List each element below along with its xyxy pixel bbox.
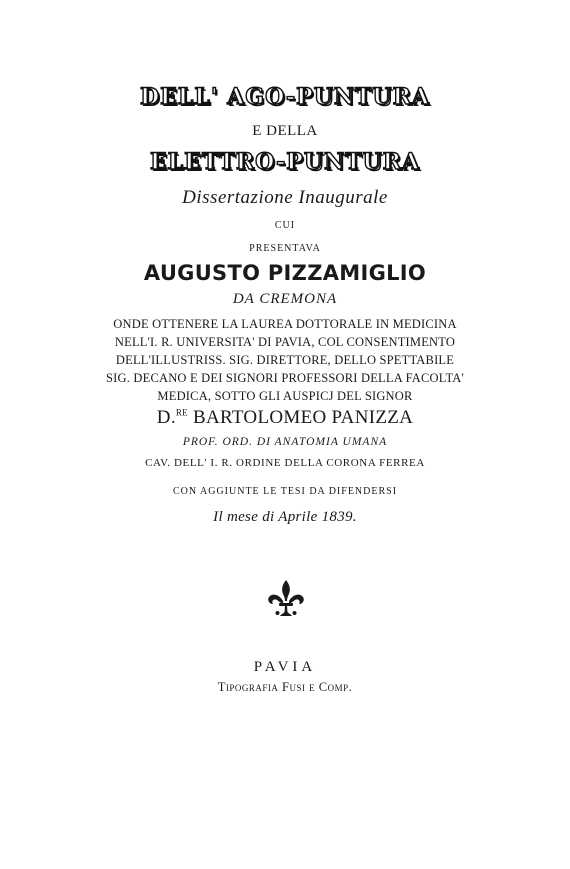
patron-prefix-sup: RE [175, 407, 188, 418]
body-line-5: MEDICA, SOTTO GLI AUSPICJ DEL SIGNOR [157, 389, 413, 403]
title-line-3: ELETTRO-PUNTURA [149, 149, 421, 175]
author-name: AUGUSTO PIZZAMIGLIO [143, 261, 427, 285]
body-line-2: NELL'I. R. UNIVERSITA' DI PAVIA, COL CONSENTIMENTO [114, 335, 456, 349]
body-line-4: SIG. DECANO E DEI SIGNORI PROFESSORI DELLA FACOLTA' [105, 371, 464, 385]
presentava-label: PRESENTAVA [249, 243, 321, 254]
body-line-3: DELL'ILLUSTRISS. SIG. DIRETTORE, DELLO SPETTABILE [115, 353, 455, 367]
cui-label: CUI [274, 220, 296, 231]
author-origin: DA CREMONA [232, 291, 338, 307]
imprint-printer: Tipografia Fusi e Comp. [217, 680, 353, 694]
patron-prefix: D. [156, 407, 176, 428]
patron-honor: CAV. DELL' I. R. ORDINE DELLA CORONA FERREA [145, 457, 425, 469]
subtitle: Dissertazione Inaugurale [182, 187, 388, 208]
patron-title: PROF. ORD. DI ANATOMIA UMANA [182, 436, 388, 448]
title-line-1: DELL' AGO-PUNTURA [140, 84, 430, 110]
body-line-1: ONDE OTTENERE LA LAUREA DOTTORALE IN MEDICINA [113, 317, 457, 331]
patron-name: BARTOLOMEO PANIZZA [193, 407, 414, 428]
fleur-de-lis-icon [264, 576, 308, 620]
date-line: Il mese di Aprile 1839. [213, 509, 357, 525]
title-line-2: E DELLA [252, 123, 318, 139]
patron-line [0, 408, 570, 427]
thesis-note: CON AGGIUNTE LE TESI DA DIFENDERSI [172, 486, 398, 497]
imprint-place: PAVIA [253, 659, 317, 675]
